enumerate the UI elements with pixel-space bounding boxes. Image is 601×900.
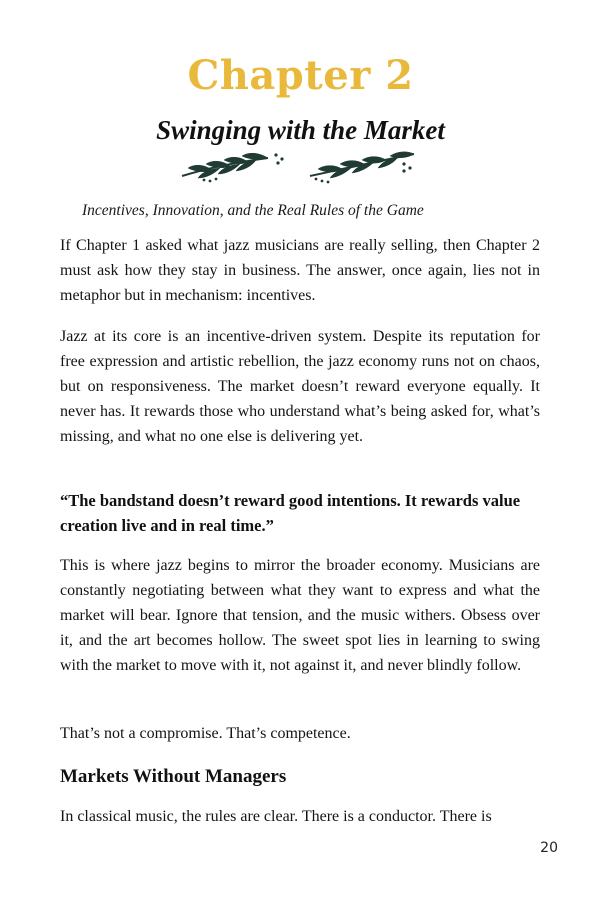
body-paragraph: In classical music, the rules are clear. There is a conductor. There is — [60, 808, 492, 825]
chapter-number: Chapter 2 — [187, 52, 414, 99]
section-heading: Markets Without Managers — [60, 766, 287, 787]
page-number: 20 — [540, 840, 558, 856]
body-paragraph: Jazz at its core is an incentive-driven system. Despite its reputation for free expression and artistic rebellion, the jazz economy runs not on chaos, but on responsiveness. The market doesn’t reward everyone equally. It never has. It rewards those who understand what’s being asked for, what’s missing, and what no one else is delivering yet. — [60, 328, 540, 445]
body-paragraph: If Chapter 1 asked what jazz musicians are really selling, then Chapter 2 must ask how they stay in business. The answer, once again, lies not in metaphor but in mechanism: incentives. — [60, 237, 540, 304]
pull-quote: “The bandstand doesn’t reward good intentions. It rewards value creation live and in real time.” — [60, 491, 521, 535]
body-paragraph: This is where jazz begins to mirror the broader economy. Musicians are constantly negotiating between what they want to express and what the market will bear. Ignore that tension, and the music withers. Obsess over it, and the art becomes hollow. The sweet spot lies in learning to swing with the market to move with it, not against it, and never blindly follow. — [60, 557, 540, 674]
chapter-subtitle: Incentives, Innovation, and the Real Rules of the Game — [82, 202, 424, 219]
laurel-branches-icon — [178, 146, 420, 186]
chapter-title: Swinging with the Market — [156, 115, 445, 145]
body-paragraph: That’s not a compromise. That’s competence. — [60, 725, 351, 742]
